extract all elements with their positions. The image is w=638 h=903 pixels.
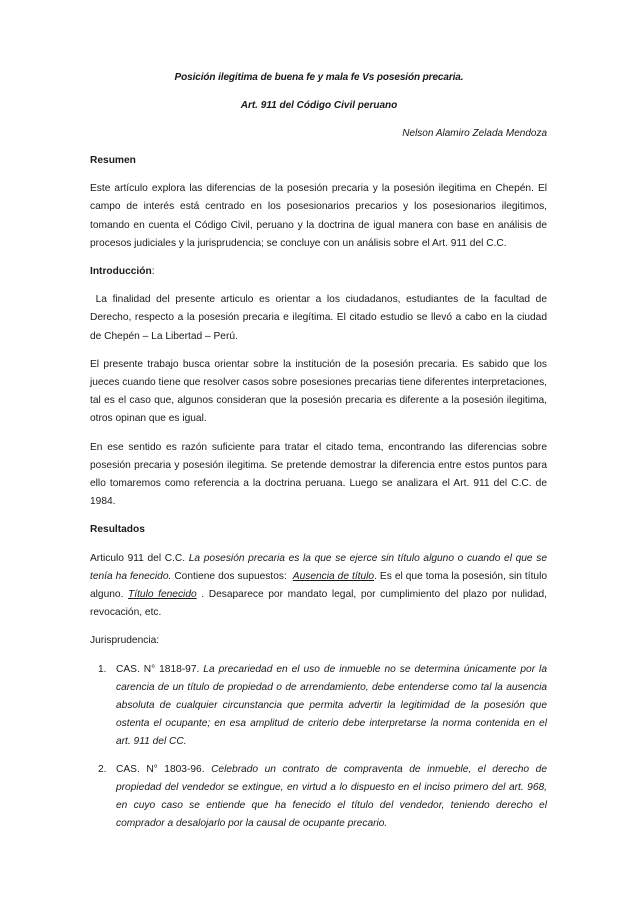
document-subtitle: Art. 911 del Código Civil peruano — [240, 100, 398, 111]
resumen-paragraph: Este artículo explora las diferencias de la posesión precaria y la posesión ilegitima en Chepén. El campo de interés está centrado en los posesionarios precarios y los posesionarios ilegitimos, tomando en cuenta el Código Civil, peruano y la doctrina de igual manera con base en análisis de procesos judiciales y la jurisprudencia; se concluye con un análisis sobre el Art. 911 del C.C. — [90, 183, 547, 249]
introduccion-paragraph-1: La finalidad del presente articulo es orientar a los ciudadanos, estudiantes de la facultad de Derecho, respecto a la posesión precaria e ilegítima. El citado estudio se llevó a cabo en la ciudad de Chepén – La Libertad – Perú. — [90, 294, 550, 342]
resumen-heading: Resumen — [90, 155, 136, 166]
supuesto-ausencia-titulo: Ausencia de título — [292, 570, 375, 582]
author-name: Nelson Alamiro Zelada Mendoza — [402, 128, 547, 139]
jurisprudencia-label: Jurisprudencia: — [90, 635, 160, 647]
cas-reference: CAS. N° 1803-96. — [116, 763, 212, 775]
articulo-mid: Contiene dos supuestos: — [171, 570, 293, 582]
introduccion-heading-colon: : — [151, 266, 155, 278]
introduccion-heading — [90, 263, 547, 281]
supuesto-titulo-fenecido: Título fenecido — [128, 589, 197, 601]
jurisprudencia-item — [90, 761, 547, 834]
articulo-quote: La posesión precaria es la que se ejerce sin título alguno o cuando el que se tenía ha fenecido. — [90, 552, 550, 582]
cas-text: La precariedad en el uso de inmueble no se determina únicamente por la carencia de un título de propiedad o de arrendamiento, debe entenderse como tal la ausencia absoluta de cualquier circunstancia que permita advertir la legitimidad de la posesión que ostenta el ocupante; en esa amplitud de criterio debe interpretarse la norma contenida en el art. 911 del CC. — [116, 663, 547, 748]
articulo-prefix: Articulo 911 del C.C. — [90, 552, 189, 564]
articulo-mid-2: . Es el que toma la posesión, sin título alguno. — [90, 570, 550, 601]
introduccion-heading-text: Introducción — [90, 266, 152, 278]
articulo-end: . Desaparece por mandato legal, por cumplimiento del plazo por nulidad, revocación, etc. — [90, 589, 550, 619]
jurisprudencia-item — [90, 661, 547, 752]
document-title: Posición ilegitima de buena fe y mala fe Vs posesión precaria. — [174, 72, 464, 83]
articulo-911-paragraph — [90, 550, 550, 623]
introduccion-paragraph-3: En ese sentido es razón suficiente para tratar el citado tema, encontrando las diferencias sobre posesión precaria y posesión ilegitima. Se pretende demostrar la diferencia entre estos puntos para ello tomaremos como referencia a la doctrina peruana. Luego se analizara el Art. 911 del C.C. de 1984. — [90, 441, 547, 508]
document-body — [90, 152, 550, 843]
cas-text: Celebrado un contrato de compraventa de inmueble, el derecho de propiedad del vendedor se extingue, en virtud a lo dispuesto en el inciso primero del art. 968, en cuyo caso se entiende que ha fenecido el título del vendedor, teniendo derecho el comprador a desalojarlo por la causal de ocupante precario. — [116, 763, 547, 830]
list-number: 2. — [98, 763, 107, 775]
jurisprudencia-list — [90, 661, 547, 834]
introduccion-paragraph-2: El presente trabajo busca orientar sobre la institución de la posesión precaria. Es sabido que los jueces cuando tiene que resolver casos sobre posesiones precarias tiene diferentes interpretaciones, tal es el caso que, algunos consideran que la posesión precaria es diferente a la posesión ilegitima, otros opinan que es igual. — [90, 358, 548, 425]
list-number: 1. — [98, 663, 107, 675]
resultados-heading: Resultados — [90, 524, 145, 536]
cas-reference: CAS. N° 1818-97. — [116, 663, 204, 675]
